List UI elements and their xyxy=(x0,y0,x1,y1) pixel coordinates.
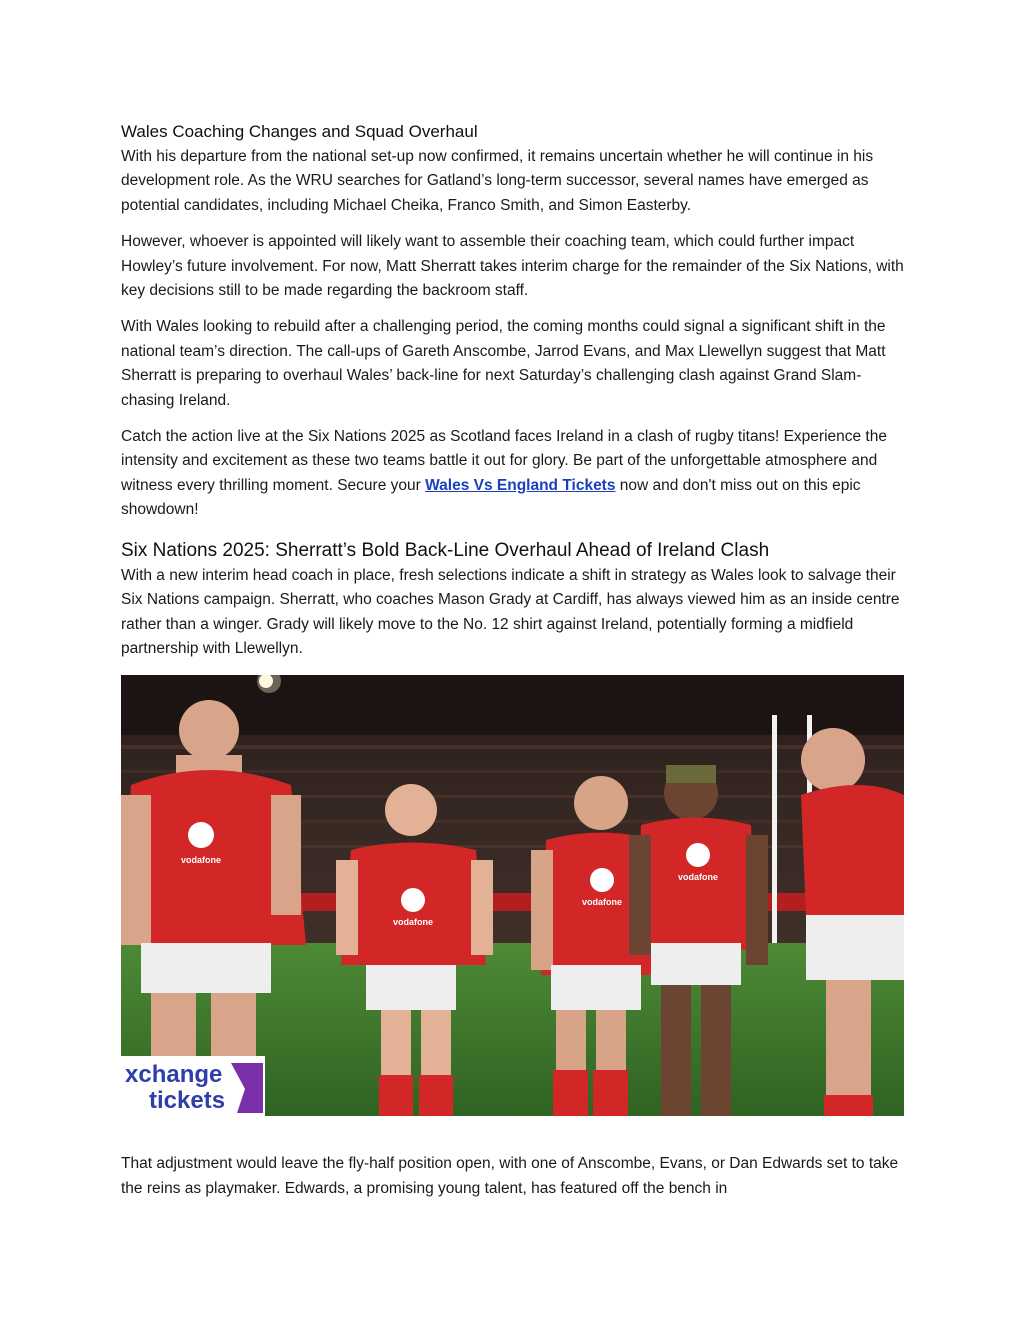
sponsor-text: vodafone xyxy=(581,897,623,908)
rugby-players-photo xyxy=(121,675,904,1116)
paragraph-text: Catch the action live at the Six Nations 2025 as Scotland faces Ireland in a clash of rugby titans! Experience the intensity and excitement as these two teams battle it out for glory. Be part of the unforgettable atmosphere and witness every thrilling moment. Secure your xyxy=(121,428,887,494)
logo-line-2: tickets xyxy=(149,1087,226,1115)
paragraph: With Wales looking to rebuild after a challenging period, the coming months could signal a significant shift in the national team’s direction. The call-ups of Gareth Anscombe, Jarrod Evans, and Max Llewellyn suggest that Matt Sherratt is preparing to overhaul Wales’ back-line for next Saturday’s challenging clash against Grand Slam-chasing Ireland. xyxy=(121,318,886,409)
logo-line-1: xchange xyxy=(125,1061,223,1089)
sponsor-text: vodafone xyxy=(677,872,719,883)
paragraph: With a new interim head coach in place, fresh selections indicate a shift in strategy as Wales look to salvage their Six Nations campaign. Sherratt, who coaches Mason Grady at Cardiff, has always viewed him as an inside centre rather than a winger. Grady will likely move to the No. 12 shirt against Ireland, potentially forming a midfield partnership with Llewellyn. xyxy=(121,566,900,657)
sponsor-text: vodafone xyxy=(180,855,222,866)
paragraph: That adjustment would leave the fly-half position open, with one of Anscombe, Evans, or Dan Edwards set to take the reins as playmaker. Edwards, a promising young talent, has featured off the bench in xyxy=(121,1155,899,1197)
wales-vs-england-tickets-link[interactable]: Wales Vs England Tickets xyxy=(425,476,616,494)
paragraph-text: now and don't miss out on this epic showdown! xyxy=(121,476,861,519)
paragraph: However, whoever is appointed will likely want to assemble their coaching team, which could further impact Howley’s future involvement. For now, Matt Sherratt takes interim charge for the remainder of the Six Nations, with key decisions still to be made regarding the backroom staff. xyxy=(121,233,904,300)
xchange-tickets-logo xyxy=(121,1056,265,1116)
paragraph-tickets xyxy=(121,425,907,523)
goal-post xyxy=(772,715,777,975)
sponsor-text: vodafone xyxy=(392,917,434,928)
document-page xyxy=(121,120,907,1213)
section-heading-coaching-changes: Wales Coaching Changes and Squad Overhaul xyxy=(121,122,478,141)
section-heading-sherratt-overhaul: Six Nations 2025: Sherratt’s Bold Back-Line Overhaul Ahead of Ireland Clash xyxy=(121,539,770,561)
paragraph: With his departure from the national set-up now confirmed, it remains uncertain whether he will continue in his development role. As the WRU searches for Gatland’s long-term successor, several names have emerged as potential candidates, including Michael Cheika, Franco Smith, and Simon Easterby. xyxy=(121,148,874,214)
